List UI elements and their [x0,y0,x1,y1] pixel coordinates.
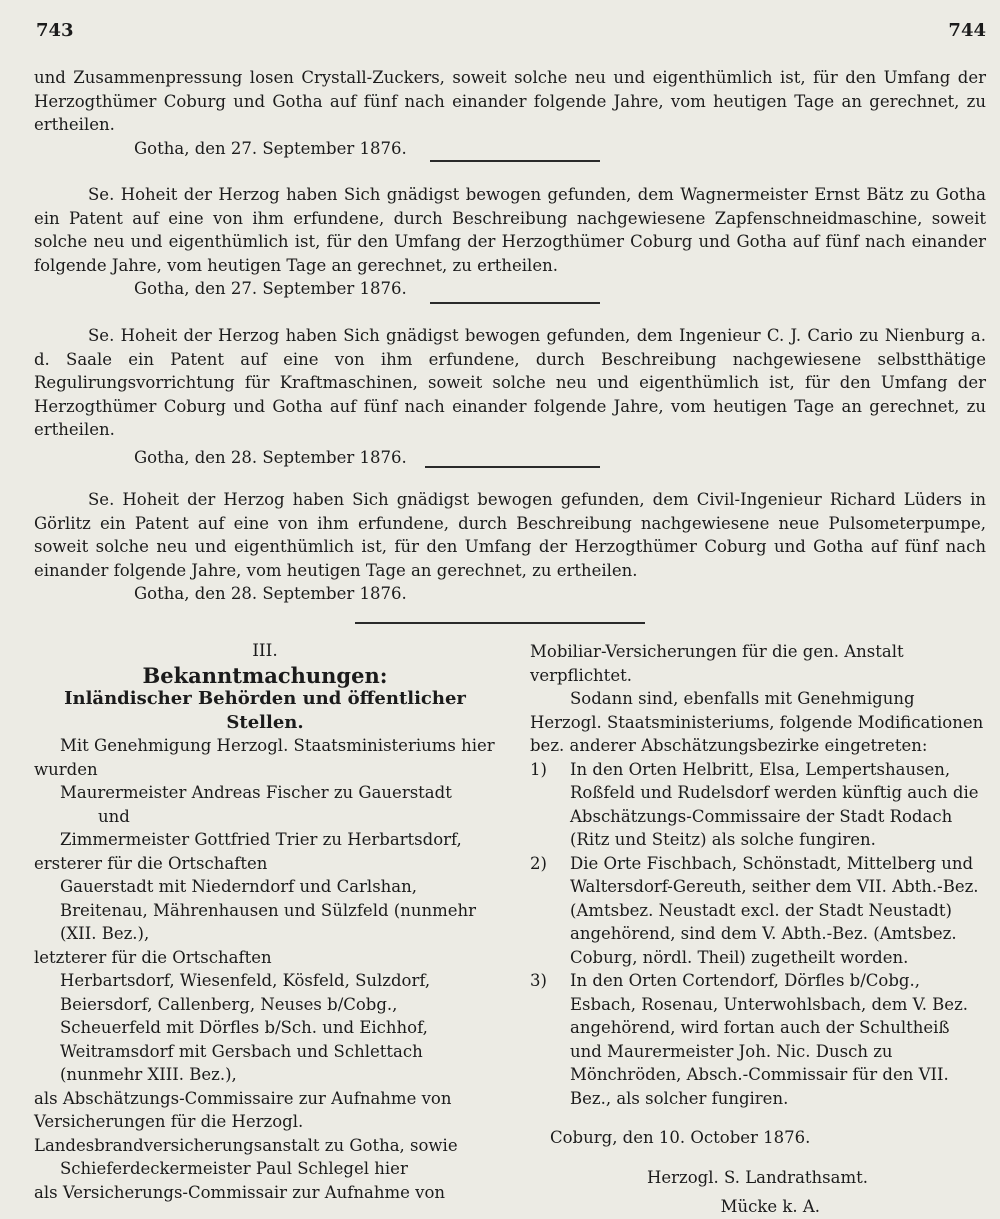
divider [430,302,600,304]
paragraph: Se. Hoheit der Herzog haben Sich gnädigst bewogen gefunden, dem Ingenieur C. J. Cario zu Nienburg a. d. Saale ein Patent auf eine von ihm erfundene, durch Beschreibung nachgewiesene selbstthätige Regulirungsvorrichtung für Kraftmaschinen, soweit solche neu und eigenthümlich ist, für den Umfang der Herzogthümer Coburg und Gotha auf fünf nach einander folgende Jahre, vom heutigen Tage an gerechnet, zu ertheilen. [34,326,986,439]
paragraph: ersterer für die Ortschaften [34,853,268,873]
section-divider [355,622,645,624]
paragraph: Mit Genehmigung Herzogl. Staatsministeriums hier wurden [34,736,495,779]
place-list: Herbartsdorf, Wiesenfeld, Kösfeld, Sulzdorf, Beiersdorf, Callenberg, Neuses b/Cobg., Scheuerfeld mit Dörfles b/Sch. und Eichhof, Weitramsdorf mit Gersbach und Schlettach (nunmehr XIII. Bez.), [60,971,431,1084]
list-number: 2) [530,853,547,873]
dateline: Coburg, den 10. October 1876. [550,1128,811,1147]
paragraph: Mobiliar-Versicherungen für die gen. Anstalt verpflichtet. [530,642,904,685]
list-number: 3) [530,971,547,990]
paragraph: Sodann sind, ebenfalls mit Genehmigung Herzogl. Staatsministeriums, folgende Modificationen bez. anderer Abschätzungsbezirke eingetreten: [530,689,984,755]
divider [430,160,600,162]
list-item [530,852,986,970]
patent-notice-1 [34,66,986,160]
dateline: Gotha, den 28. September 1876. [134,584,407,603]
conjunction: und [98,806,130,826]
paragraph: Se. Hoheit der Herzog haben Sich gnädigst bewogen gefunden, dem Civil-Ingenieur Richard Lüders in Görlitz ein Patent auf eine von ihm erfundene, durch Beschreibung nachgewiesene neue Pulsometerpumpe, soweit solche neu und eigenthümlich ist, für den Umfang der Herzogthümer Coburg und Gotha auf fünf nach einander folgende Jahre, vom heutigen Tage an gerechnet, zu ertheilen. [34,490,986,580]
paragraph: Se. Hoheit der Herzog haben Sich gnädigst bewogen gefunden, dem Wagnermeister Ernst Bätz zu Gotha ein Patent auf eine von ihm erfundene, durch Beschreibung nachgewiesene Zapfenschneidmaschine, soweit solche neu und eigenthümlich ist, für den Umfang der Herzogthümer Coburg und Gotha auf fünf nach einander folgende Jahre, vom heutigen Tage an gerechnet, zu ertheilen. [34,185,986,275]
list-text: In den Orten Helbritt, Elsa, Lempertshausen, Roßfeld und Rudelsdorf werden künftig auch die Abschätzungs-Commissaire der Stadt Rodach (Ritz und Steitz) als solche fungiren. [570,759,979,849]
list-text: Die Orte Fischbach, Schönstadt, Mittelberg und Waltersdorf-Gereuth, seither dem VII. Abth.-Bez. (Amtsbez. Neustadt excl. der Stadt Neustadt) angehörend, sind dem V. Abth.-Bez. (Amtsbez. Coburg, nördl. Theil) zugetheilt worden. [570,853,979,967]
list-item [530,758,986,852]
paragraph: und Zusammenpressung losen Crystall-Zuckers, soweit solche neu und eigenthümlich ist, für den Umfang der Herzogthümer Coburg und Gotha auf fünf nach einander folgende Jahre, vom heutigen Tage an gerechnet, zu ertheilen. [34,68,986,134]
signature-office: Herzogl. S. Landrathsamt. [647,1167,868,1187]
paragraph: als Versicherungs-Commissair zur Aufnahme von [34,1182,446,1202]
patent-notice-2 [34,183,986,301]
list-item [530,969,986,1110]
page-number-left: 743 [36,20,74,41]
place-list: Gauerstadt mit Niederndorf und Carlshan, Breitenau, Mährenhausen und Sülzfeld (nunmehr (XII. Bez.), [60,877,477,943]
signature-name: Mücke k. A. [720,1197,820,1216]
patent-notice-4 [34,488,986,606]
list-number: 1) [530,759,547,779]
dateline: Gotha, den 28. September 1876. [134,447,407,467]
appointee-name: Maurermeister Andreas Fischer zu Gauerstadt [60,783,452,802]
divider [425,466,600,468]
left-column [34,640,496,1204]
dateline: Gotha, den 27. September 1876. [134,138,407,158]
list-text: In den Orten Cortendorf, Dörfles b/Cobg., Esbach, Rosenau, Unterwohlsbach, dem V. Bez. angehörend, wird fortan auch der Schultheiß und Maurermeister Joh. Nic. Dusch zu Mönchröden, Absch.-Commissair für den VII. Bez., als solcher fungiren. [570,971,969,1108]
page-number-right: 744 [948,20,986,41]
dateline: Gotha, den 27. September 1876. [134,279,407,298]
appointee-name: Zimmermeister Gottfried Trier zu Herbartsdorf, [60,830,462,849]
right-column [530,640,986,1219]
patent-notice-3 [34,324,986,469]
section-subheading: Inländischer Behörden und öffentlicher Stellen. [64,688,466,733]
paragraph: als Abschätzungs-Commissaire zur Aufnahme von Versicherungen für die Herzogl. Landesbrandversicherungsanstalt zu Gotha, sowie [34,1088,458,1155]
section-heading: Bekanntmachungen: [142,662,388,688]
section-number: III. [252,641,278,661]
appointee-name: Schieferdeckermeister Paul Schlegel hier [60,1159,408,1178]
paragraph: letzterer für die Ortschaften [34,947,272,967]
